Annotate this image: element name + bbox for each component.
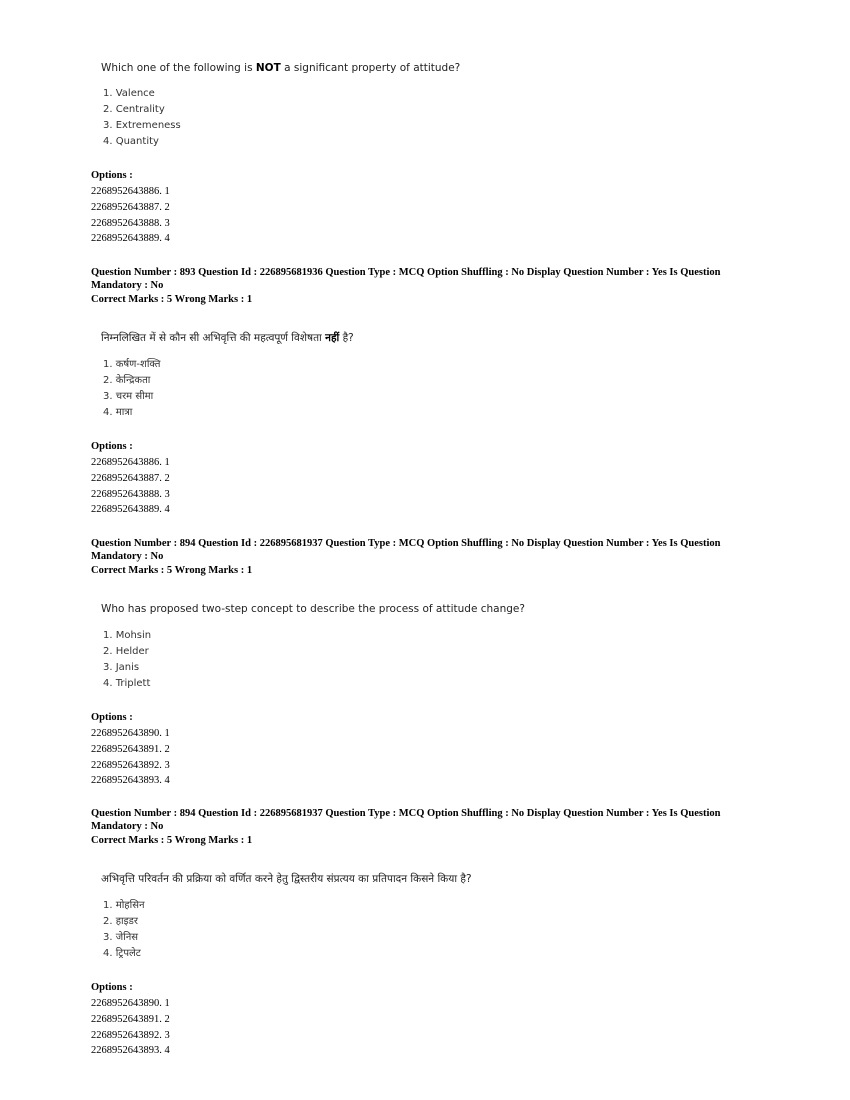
answer-choice: 1. कर्षण-शक्ति [103, 359, 161, 370]
options-block [91, 980, 170, 1059]
option-id: 2268952643886. 1 [91, 186, 170, 197]
marks-line: Correct Marks : 5 Wrong Marks : 1 [91, 835, 253, 846]
option-id: 2268952643888. 3 [91, 217, 170, 229]
question-text: निम्नलिखित में से कौन सी अभिवृत्ति की महत्वपूर्ण विशेषता नहीं है? [101, 332, 354, 344]
options-label: Options : [91, 441, 133, 452]
option-id: 2268952643891. 2 [91, 743, 170, 755]
answer-choice: 4. ट्रिपलेट [103, 948, 141, 959]
question-meta [91, 808, 741, 848]
option-id: 2268952643887. 2 [91, 472, 170, 484]
answer-choice: 2. Centrality [103, 104, 165, 115]
answer-choice: 4. Triplett [103, 678, 151, 689]
option-id: 2268952643887. 2 [91, 201, 170, 213]
option-id: 2268952643893. 4 [91, 775, 170, 787]
options-block [91, 710, 170, 789]
options-block [91, 168, 170, 247]
option-id: 2268952643891. 2 [91, 1013, 170, 1025]
answer-choices [103, 86, 181, 150]
marks-line: Correct Marks : 5 Wrong Marks : 1 [91, 565, 253, 576]
marks-line: Correct Marks : 5 Wrong Marks : 1 [91, 294, 253, 305]
options-label: Options : [91, 982, 133, 993]
question-meta-line: Question Number : 893 Question Id : 226895681936 Question Type : MCQ Option Shuffling : No Display Question Number : Yes Is Question Mandatory : No [91, 267, 721, 291]
question-meta-line: Question Number : 894 Question Id : 226895681937 Question Type : MCQ Option Shuffling : No Display Question Number : Yes Is Question Mandatory : No [91, 538, 721, 562]
answer-choice: 1. Mohsin [103, 630, 152, 641]
option-id: 2268952643890. 1 [91, 728, 170, 739]
answer-choice: 4. Quantity [103, 136, 159, 147]
options-block [91, 439, 170, 518]
answer-choice: 3. चरम सीमा [103, 391, 154, 402]
option-id: 2268952643886. 1 [91, 457, 170, 468]
option-id: 2268952643892. 3 [91, 1029, 170, 1041]
answer-choice: 1. Valence [103, 88, 155, 99]
option-id: 2268952643890. 1 [91, 998, 170, 1009]
options-label: Options : [91, 170, 133, 181]
options-label: Options : [91, 712, 133, 723]
answer-choices [103, 357, 160, 421]
answer-choices [103, 898, 145, 962]
answer-choice: 2. हाइडर [103, 916, 138, 927]
option-id: 2268952643892. 3 [91, 759, 170, 771]
question-meta [91, 267, 741, 307]
answer-choice: 4. मात्रा [103, 407, 133, 418]
option-id: 2268952643889. 4 [91, 233, 170, 245]
question-text: Who has proposed two-step concept to describe the process of attitude change? [101, 603, 525, 615]
answer-choice: 2. केन्द्रिकता [103, 375, 151, 386]
question-text: Which one of the following is NOT a significant property of attitude? [101, 62, 461, 74]
option-id: 2268952643888. 3 [91, 488, 170, 500]
question-text: अभिवृत्ति परिवर्तन की प्रक्रिया को वर्णित करने हेतु द्विस्तरीय संप्रत्यय का प्रतिपादन किसने किया है? [101, 873, 472, 885]
answer-choice: 2. Helder [103, 646, 149, 657]
answer-choice: 1. मोहसिन [103, 900, 145, 911]
answer-choice: 3. Extremeness [103, 120, 181, 131]
answer-choices [103, 628, 151, 692]
question-meta-line: Question Number : 894 Question Id : 226895681937 Question Type : MCQ Option Shuffling : No Display Question Number : Yes Is Question Mandatory : No [91, 808, 721, 832]
answer-choice: 3. Janis [103, 662, 140, 673]
option-id: 2268952643889. 4 [91, 504, 170, 516]
option-id: 2268952643893. 4 [91, 1045, 170, 1057]
question-meta [91, 538, 741, 578]
answer-choice: 3. जेनिस [103, 932, 139, 943]
